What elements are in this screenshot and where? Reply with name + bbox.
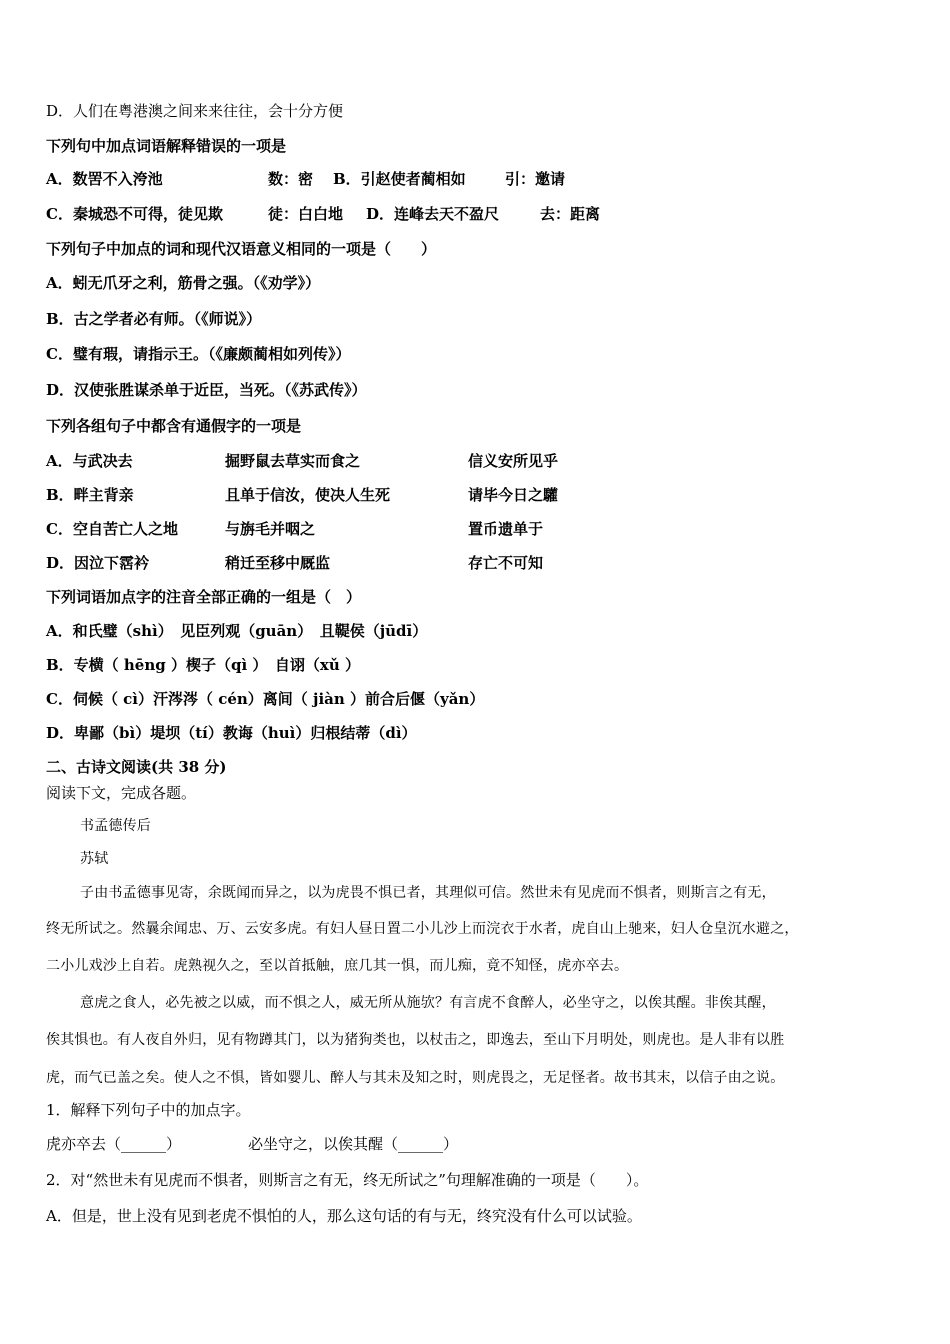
section-title: 二、古诗文阅读(共 38 分) [46, 758, 227, 776]
subquestion-1-stem: 1．解释下列句子中的加点字。 [46, 1101, 251, 1119]
passage-p1-line2: 终无所试之。然曩余闻忠、万、云安多虎。有妇人昼日置二小儿沙上而浣衣于水者，虎自山上驰来，妇人仓皇沉水避之， [46, 921, 799, 937]
option-d: D．卑鄙（bì）堤坝（tí）教诲（huì）归根结蒂（dì） [46, 724, 417, 742]
option-d-col1: D．因泣下霑衿 [46, 554, 150, 572]
question-stem-pinyin: 下列词语加点字的注音全部正确的一组是（ ） [46, 588, 362, 606]
option-b: B．专横（ hēng ）楔子（qì ） 自诩（xǔ ） [46, 656, 360, 674]
option-row-cd [46, 204, 666, 226]
option-b-col1: B．畔主背亲 [46, 486, 134, 504]
question-stem-word-explanation: 下列句中加点词语解释错误的一项是 [46, 137, 287, 155]
option-row-d [46, 553, 646, 575]
option-d-explanation: 去：距离 [540, 205, 601, 223]
option-b: B．古之学者必有师。（《师说》） [46, 310, 262, 328]
option-c: C．璧有瑕，请指示王。（《廉颇蔺相如列传》） [46, 345, 351, 363]
option-a: A．和氏璧（shì） 见臣列观（guān） 且鞮侯（jūdī） [46, 622, 428, 640]
option-row-b [46, 485, 646, 507]
option-d: D．连峰去天不盈尺 [366, 205, 500, 223]
passage-p2-line2: 俟其惧也。有人夜自外归，见有物蹲其门，以为猪狗类也，以杖击之，即逸去，至山下月明处，则虎也。是人非有以胜 [46, 1032, 785, 1048]
option-d: D．汉使张胜谋杀单于近臣，当死。（《苏武传》） [46, 381, 367, 399]
option-d-col3: 存亡不可知 [468, 554, 544, 572]
passage-author: 苏轼 [80, 851, 109, 867]
question-stem-tongjia: 下列各组句子中都含有通假字的一项是 [46, 417, 302, 435]
option-a-col2: 掘野鼠去草实而食之 [225, 452, 361, 470]
passage-p2-line3: 虎，而气已盖之矣。使人之不惧，皆如婴儿、醉人与其未及知之时，则虎畏之，无足怪者。故书其末，以信子由之说。 [46, 1070, 785, 1086]
passage-p1-line3: 二小儿戏沙上自若。虎熟视久之，至以首抵触，庶几其一惧，而儿痴，竟不知怪，虎亦卒去。 [46, 958, 629, 974]
option-row-a [46, 451, 646, 473]
passage-p2-line1: 意虎之食人，必先被之以威，而不惧之人，威无所从施欤？有言虎不食醉人，必坐守之，以俟其醒。非俟其醒， [80, 995, 776, 1011]
prev-question-option-d: D．人们在粤港澳之间来来往往，会十分方便 [46, 102, 344, 120]
option-b-explanation: 引：邀请 [505, 170, 566, 188]
option-c-col1: C．空自苦亡人之地 [46, 520, 178, 538]
option-c: C．秦城恐不可得，徒见欺 [46, 205, 223, 223]
option-c-col3: 置币遗单于 [468, 520, 544, 538]
option-c-explanation: 徒：白白地 [268, 205, 344, 223]
option-d-col2: 稍迁至移中厩监 [225, 554, 331, 572]
passage-title: 书孟德传后 [80, 818, 151, 834]
option-c: C．伺候（ cì）汗涔涔（ cén）离间（ jiàn ）前合后偃（yǎn） [46, 690, 485, 708]
option-a: A．蚓无爪牙之利，筋骨之强。（《劝学》） [46, 274, 321, 292]
option-row-c [46, 519, 646, 541]
option-a-explanation: 数：密 [268, 170, 314, 188]
option-a-col3: 信义安所见乎 [468, 452, 559, 470]
option-a: A．数罟不入洿池 [46, 170, 163, 188]
fill-blank-1: 虎亦卒去（______） [46, 1135, 182, 1153]
option-b: B．引赵使者蔺相如 [333, 170, 466, 188]
option-a: A．但是，世上没有见到老虎不惧怕的人，那么这句话的有与无，终究没有什么可以试验。 [46, 1207, 642, 1225]
question-stem-modern-meaning: 下列句子中加点的词和现代汉语意义相同的一项是（ ） [46, 240, 437, 258]
option-c-col2: 与旃毛并咽之 [225, 520, 316, 538]
option-b-col3: 请毕今日之驩 [468, 486, 559, 504]
option-a-col1: A．与武决去 [46, 452, 133, 470]
fill-blank-2: 必坐守之，以俟其醒（______） [248, 1135, 459, 1153]
passage-p1-line1: 子由书孟德事见寄，余既闻而异之，以为虎畏不惧已者，其理似可信。然世未有见虎而不惧者，则斯言之有无， [80, 885, 776, 901]
subquestion-2-stem: 2．对“然世未有见虎而不惧者，则斯言之有无，终无所试之”句理解准确的一项是（ ）。 [46, 1171, 649, 1189]
option-b-col2: 且单于信汝，使决人生死 [225, 486, 391, 504]
subquestion-1-items [46, 1134, 546, 1156]
reading-instruction: 阅读下文，完成各题。 [46, 784, 197, 802]
option-row-ab [46, 169, 666, 191]
